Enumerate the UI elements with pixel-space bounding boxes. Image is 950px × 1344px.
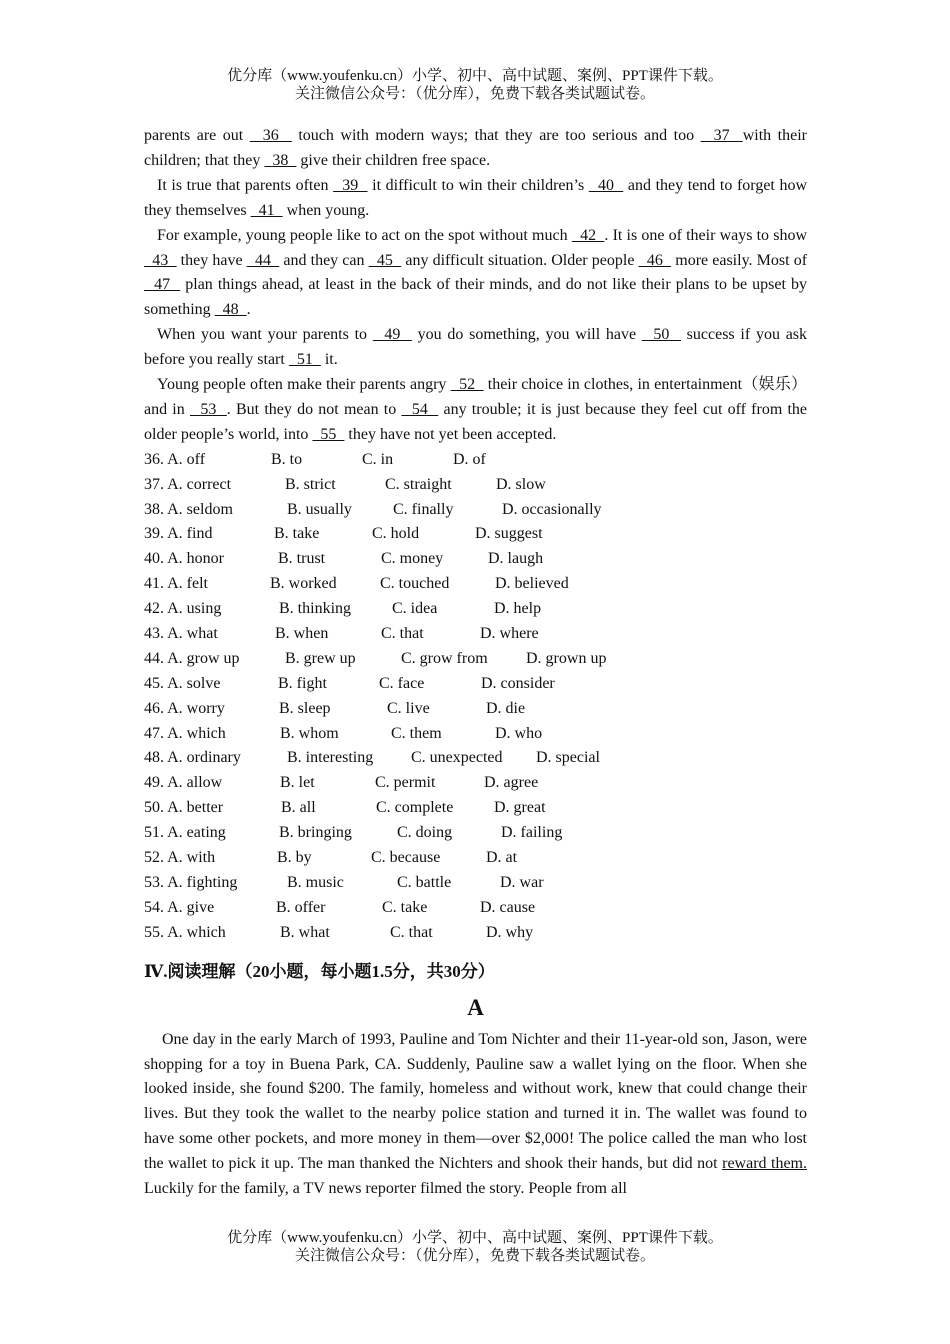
blank-46: 46 xyxy=(638,251,672,269)
blank-43: 43 xyxy=(144,251,177,269)
option-row: 53. A. fighting B. music C. battle D. war xyxy=(144,873,544,891)
option-row: 50. A. better B. all C. complete D. great xyxy=(144,799,546,817)
option-row: 43. A. what B. when C. that D. where xyxy=(144,625,539,643)
page-footer xyxy=(0,1229,950,1265)
blank-47: 47 xyxy=(144,276,181,294)
option-row: 48. A. ordinary B. interesting C. unexpected D. special xyxy=(144,749,600,767)
underlined-phrase: reward them. xyxy=(722,1155,808,1173)
option-row: 39. A. find B. take C. hold D. suggest xyxy=(144,525,543,543)
passage-label: A xyxy=(467,994,484,1020)
option-row: 37. A. correct B. strict C. straight D. slow xyxy=(144,475,546,493)
blank-44: 44 xyxy=(246,251,280,269)
blank-39: 39 xyxy=(333,176,368,194)
blank-42: 42 xyxy=(571,226,605,244)
page-header xyxy=(0,67,950,103)
option-row: 52. A. with B. by C. because D. at xyxy=(144,849,518,867)
cloze-paragraph-2: It is true that parents often 39 it difficult to win their children’s 40 and they tend to forget how they themselves 41 when young. xyxy=(144,176,808,219)
blank-41: 41 xyxy=(250,201,283,219)
option-row: 44. A. grow up B. grew up C. grow from D. grown up xyxy=(144,649,607,667)
option-row: 46. A. worry B. sleep C. live D. die xyxy=(144,699,526,717)
option-row: 54. A. give B. offer C. take D. cause xyxy=(144,898,536,916)
options-list xyxy=(144,448,807,946)
blank-49: 49 xyxy=(372,326,412,344)
option-row: 49. A. allow B. let C. permit D. agree xyxy=(144,774,539,792)
footer-line-1: 优分库（www.youfenku.cn）小学、初中、高中试题、案例、PPT课件下载。 xyxy=(227,1230,723,1246)
document-body xyxy=(144,124,807,1202)
blank-51: 51 xyxy=(288,351,321,369)
cloze-paragraph-5: Young people often make their parents angry 52 their choice in clothes, in entertainment（娱乐） and in 53 . But they do not mean to 54 any trouble; it is just because they feel cut off from the older people’s world, into 55 they have not yet been accepted. xyxy=(144,376,808,443)
blank-38: 38 xyxy=(264,151,297,169)
reading-paragraph-1: One day in the early March of 1993, Pauline and Tom Nichter and their 11-year-old son, Jason, were shopping for a toy in Buena Park, CA. Suddenly, Pauline saw a wallet lying on the floor. When she looked inside, she found $200. The family, homeless and without work, knew that could change their lives. But they took the wallet to the nearby police station and turned it in. The wallet was found to have some other pockets, and more money in them—over $2,000! The police called the man who lost the wallet to pick it up. The man thanked the Nichters and shook their hands, but did not reward them. Luckily for the family, a TV news reporter filmed the story. People from all xyxy=(144,1030,808,1198)
option-row: 40. A. honor B. trust C. money D. laugh xyxy=(144,550,544,568)
blank-45: 45 xyxy=(368,251,402,269)
blank-48: 48 xyxy=(214,301,247,319)
option-row: 47. A. which B. whom C. them D. who xyxy=(144,724,543,742)
blank-54: 54 xyxy=(401,400,439,418)
option-row: 42. A. using B. thinking C. idea D. help xyxy=(144,600,542,618)
cloze-paragraph-4: When you want your parents to 49 you do something, you will have 50 success if you ask before you really start 51 it. xyxy=(144,326,808,369)
header-line-2: 关注微信公众号：（优分库），免费下载各类试题试卷。 xyxy=(294,86,655,102)
blank-52: 52 xyxy=(450,376,484,394)
option-row: 38. A. seldom B. usually C. finally D. occasionally xyxy=(144,500,602,518)
section-title: Ⅳ.阅读理解（20小题，每小题1.5分，共30分） xyxy=(144,961,495,981)
blank-55: 55 xyxy=(312,425,345,443)
option-row: 55. A. which B. what C. that D. why xyxy=(144,923,534,941)
option-row: 51. A. eating B. bringing C. doing D. failing xyxy=(144,824,563,842)
option-row: 45. A. solve B. fight C. face D. consider xyxy=(144,674,555,692)
header-line-1: 优分库（www.youfenku.cn）小学、初中、高中试题、案例、PPT课件下载。 xyxy=(227,68,723,84)
blank-37: 37 xyxy=(700,127,743,144)
blank-36: 36 xyxy=(249,127,292,144)
footer-line-2: 关注微信公众号：（优分库），免费下载各类试题试卷。 xyxy=(294,1248,655,1264)
cloze-paragraph-1: parents are out 36 touch with modern ways; that they are too serious and too 37 with their children; that they 38 give their children free space. xyxy=(144,127,808,169)
option-row: 41. A. felt B. worked C. touched D. believed xyxy=(144,575,569,593)
blank-53: 53 xyxy=(189,400,227,418)
option-row: 36. A. off B. to C. in D. of xyxy=(144,450,486,468)
blank-50: 50 xyxy=(641,326,681,344)
cloze-paragraph-3: For example, young people like to act on the spot without much 42 . It is one of their ways to show 43 they have 44 and they can 45 any difficult situation. Older people 46 more easily. Most of 47 plan things ahead, at least in the back of their minds, and do not like their plans to be upset by something 48 . xyxy=(144,226,808,319)
blank-40: 40 xyxy=(588,176,624,194)
